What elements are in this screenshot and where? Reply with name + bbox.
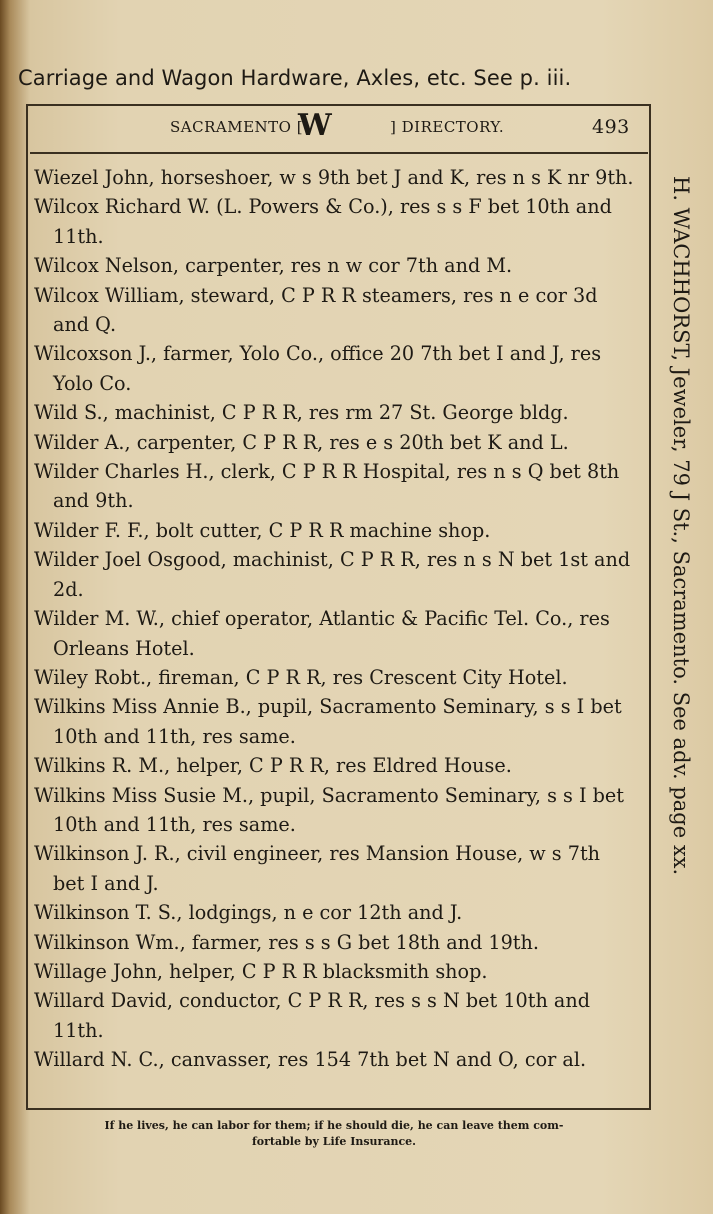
directory-entry: Willard David, conductor, C P R R, res s s N bet 10th and 11th. xyxy=(34,989,590,1042)
directory-entry: Wiley Robt., fireman, C P R R, res Crescent City Hotel. xyxy=(34,665,568,689)
directory-entry: Willage John, helper, C P R R blacksmith shop. xyxy=(34,959,488,983)
directory-entry: Wilkinson T. S., lodgings, n e cor 12th and J. xyxy=(34,901,463,925)
directory-entry: Wilcox Richard W. (L. Powers & Co.), res s s F bet 10th and 11th. xyxy=(34,195,612,248)
side-advertisement-text: H. WACHHORST, Jeweler, 79 J St., Sacramento. See adv. page xx. xyxy=(669,176,693,876)
directory-entry: Wilkins R. M., helper, C P R R, res Eldred House. xyxy=(34,754,512,778)
directory-entry: Wilkins Miss Susie M., pupil, Sacramento Seminary, s s I bet 10th and 11th, res same. xyxy=(34,783,624,836)
directory-entry: Wilder Joel Osgood, machinist, C P R R, res n s N bet 1st and 2d. xyxy=(34,548,631,601)
directory-entry: Wilkinson J. R., civil engineer, res Mansion House, w s 7th bet I and J. xyxy=(34,842,601,895)
directory-entry: Wiezel John, horseshoer, w s 9th bet J and K, res n s K nr 9th. xyxy=(34,166,634,189)
header-divider xyxy=(30,152,648,154)
header-directory: ] DIRECTORY. xyxy=(390,118,505,136)
directory-entry: Willard N. C., canvasser, res 154 7th bet N and O, cor al. xyxy=(34,1048,587,1072)
header-city: SACRAMENTO [ xyxy=(170,118,304,136)
side-advertisement xyxy=(663,176,697,1056)
directory-entry: Wilder A., carpenter, C P R R, res e s 20th bet K and L. xyxy=(34,430,569,454)
directory-entry: Wilcox Nelson, carpenter, res n w cor 7th and M. xyxy=(34,254,513,278)
footer-line-2: fortable by Life Insurance. xyxy=(252,1135,416,1148)
top-advertisement: Carriage and Wagon Hardware, Axles, etc. See p. iii. xyxy=(18,66,572,90)
directory-entry: Wild S., machinist, C P R R, res rm 27 St. George bldg. xyxy=(34,401,569,425)
footer-line-1: If he lives, he can labor for them; if he should die, he can leave them com- xyxy=(104,1119,564,1132)
page-number: 493 xyxy=(592,116,630,138)
directory-entry: Wilcoxson J., farmer, Yolo Co., office 20 7th bet I and J, res Yolo Co. xyxy=(34,342,602,395)
directory-entry: Wilder Charles H., clerk, C P R R Hospital, res n s Q bet 8th and 9th. xyxy=(34,460,620,513)
page-header xyxy=(26,108,651,150)
directory-entry: Wilkinson Wm., farmer, res s s G bet 18th and 19th. xyxy=(34,930,539,954)
directory-entries xyxy=(34,163,634,1075)
directory-entry: Wilder F. F., bolt cutter, C P R R machine shop. xyxy=(34,518,491,542)
directory-entry: Wilcox William, steward, C P R R steamers, res n e cor 3d and Q. xyxy=(34,283,598,337)
directory-entry: Wilder M. W., chief operator, Atlantic & Pacific Tel. Co., res Orleans Hotel. xyxy=(34,607,610,660)
footer-notice xyxy=(24,1118,644,1150)
header-letter: W xyxy=(298,108,332,143)
directory-entry: Wilkins Miss Annie B., pupil, Sacramento Seminary, s s I bet 10th and 11th, res same. xyxy=(34,695,622,748)
